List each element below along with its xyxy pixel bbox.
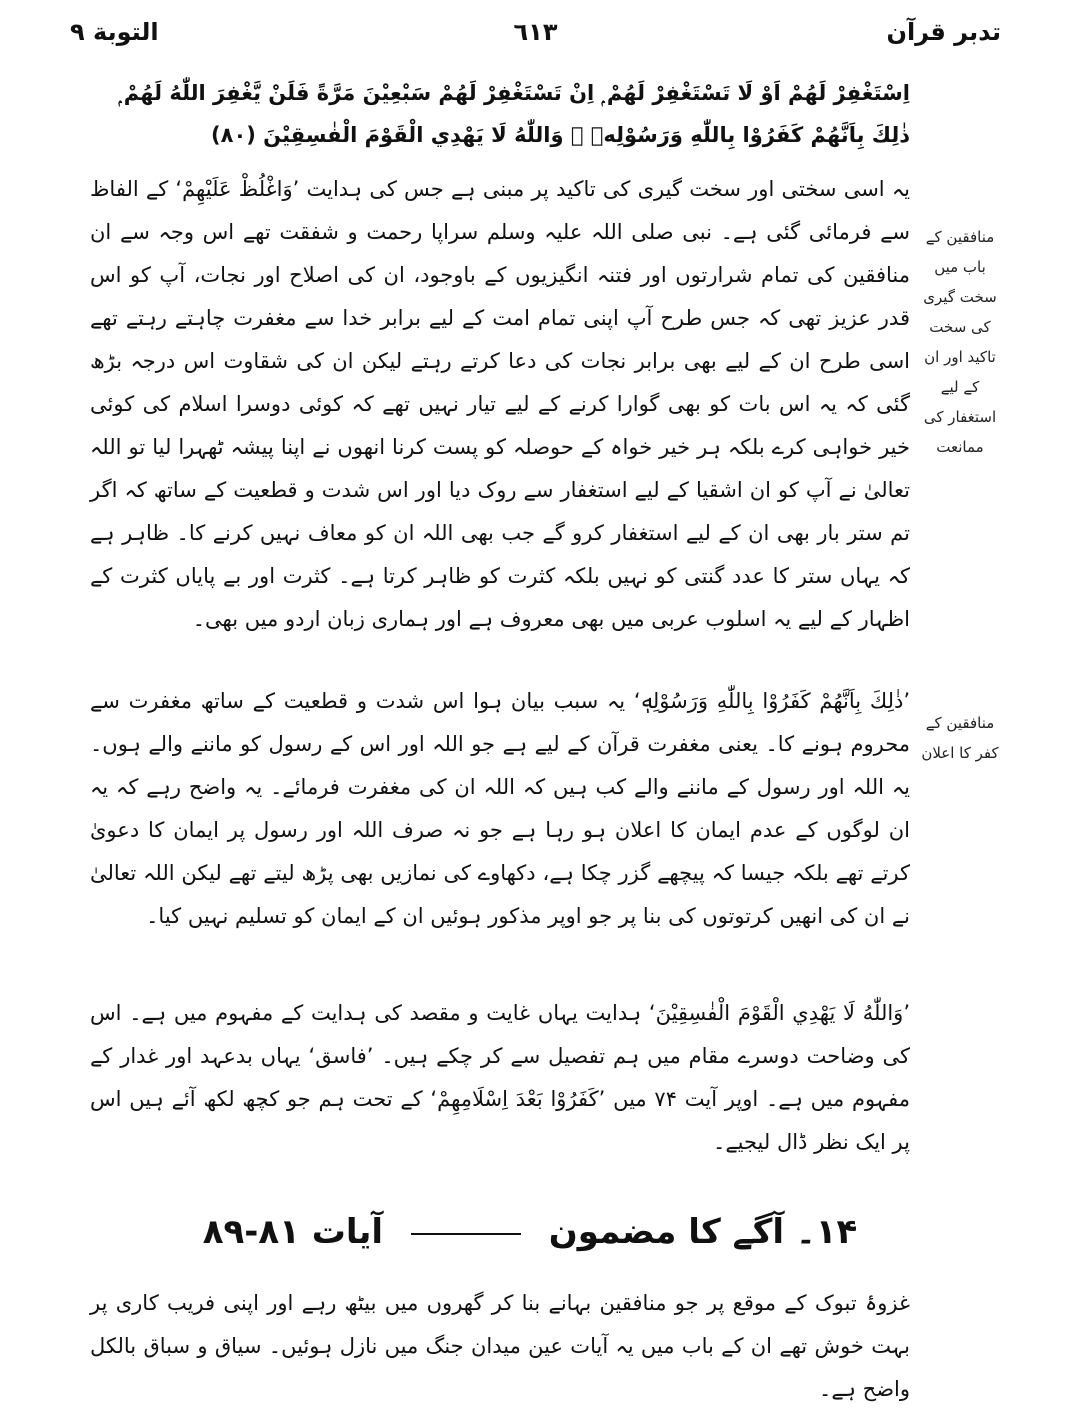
paragraph-2: ’ذٰلِكَ بِاَنَّهُمْ كَفَرُوْا بِاللّٰهِ وَرَسُوْلِهٖ‘ یہ سبب بیان ہوا اس شدت و قطعیت کے ساتھ مغفرت سے محروم ہونے کا۔ یعنی مغفرت قرآن کے لیے ہے جو اللہ اور اس کے رسول کو ماننے والے ہوں۔ یہ اللہ اور رسول کے ماننے والے کب ہیں کہ اللہ ان کی مغفرت فرمائے۔ یہ واضح رہے کہ یہ ان لوگوں کے عدم ایمان کا اعلان ہو رہا ہے جو نہ صرف اللہ اور رسول پر ایمان کا دعویٰ کرتے تھے بلکہ جیسا کہ پیچھے گزر چکا ہے، دکھاوے کی نمازیں بھی پڑھ لیتے تھے لیکن اللہ تعالیٰ نے ان کی انھیں کرتوتوں کی بنا پر جو اوپر مذکور ہوئیں ان کے ایمان کو تسلیم نہیں کیا۔ — [90, 689, 910, 928]
margin-note-2: منافقین کے کفر کا اعلان — [921, 714, 999, 762]
commentary-block-2 — [90, 680, 910, 944]
section-title: ۱۴۔ آگے کا مضمون — [548, 1212, 858, 1252]
verse-line-1: اِسْتَغْفِرْ لَهُمْ اَوْ لَا تَسْتَغْفِرْ لَهُمْ ۭ اِنْ تَسْتَغْفِرْ لَهُمْ سَبْعِيْنَ مَرَّةً فَلَنْ يَّغْفِرَ اللّٰهُ لَهُمْ ۭ — [118, 81, 910, 105]
section-heading — [200, 1206, 860, 1258]
heading-dash — [411, 1233, 521, 1235]
page-header — [70, 12, 1001, 52]
verse-line-2: ذٰلِكَ بِاَنَّهُمْ كَفَرُوْا بِاللّٰهِ وَرَسُوْلِهٖ ۭ وَاللّٰهُ لَا يَهْدِي الْقَوْمَ الْفٰسِقِيْنَ (۸۰) — [211, 123, 910, 147]
commentary-block-3 — [90, 992, 910, 1170]
paragraph-1: یہ اسی سختی اور سخت گیری کی تاکید پر مبنی ہے جس کی ہدایت ’وَاغْلُظْ عَلَيْهِمْ‘ کے الفاظ سے فرمائی گئی ہے۔ نبی صلی اللہ علیہ وسلم سراپا رحمت و شفقت تھے اس وجہ سے ان منافقین کی تمام شرارتوں اور فتنہ انگیزیوں کے باوجود، ان کی اصلاح اور نجات، آپ کو اس قدر عزیز تھی کہ جس طرح آپ اپنی تمام امت کے لیے برابر خدا سے مغفرت چاہتے رہتے تھے اسی طرح ان کے لیے بھی برابر نجات کی دعا کرتے رہتے لیکن ان کی شقاوت اس درجہ بڑھ گئی کہ یہ اس بات کو بھی گوارا کرنے کے لیے تیار نہیں تھے کہ کوئی دوسرا اسلام کی کوئی خیر خواہی کرے بلکہ ہر خیر خواہ کے حوصلہ کو پست کرنا انھوں نے اپنا پیشہ ٹھہرا لیا تو اللہ تعالیٰ نے آپ کو ان اشقیا کے لیے استغفار سے روک دیا اور اس شدت و قطعیت کے ساتھ کہ اگر تم ستر بار بھی ان کے لیے استغفار کرو گے جب بھی اللہ ان کو معاف نہیں کرنے کا۔ ظاہر ہے کہ یہاں ستر کا عدد گنتی کو نہیں بلکہ کثرت کو ظاہر کرتا ہے۔ کثرت اور بے پایاں کثرت کے اظہار کے لیے یہ اسلوب عربی میں بھی معروف ہے اور ہماری زبان اردو میں بھی۔ — [90, 177, 910, 631]
surah-label: التوبة ٩ — [70, 18, 159, 46]
paragraph-3: ’وَاللّٰهُ لَا يَهْدِي الْقَوْمَ الْفٰسِقِيْنَ‘ ہدایت یہاں غایت و مقصد کی ہدایت کے مفہوم میں ہے۔ اس کی وضاحت دوسرے مقام میں ہم تفصیل سے کر چکے ہیں۔ ’فاسق‘ یہاں بدعہد اور غدار کے مفہوم میں ہے۔ اوپر آیت ۷۴ میں ’كَفَرُوْا بَعْدَ اِسْلَامِهِمْ‘ کے تحت ہم جو کچھ لکھ آئے ہیں اس پر ایک نظر ڈال لیجیے۔ — [90, 1001, 910, 1154]
book-title: تدبر قرآن — [886, 18, 1001, 46]
commentary-block-1 — [90, 168, 910, 647]
page-number: ٦١٣ — [513, 18, 558, 46]
quran-verse-block — [90, 72, 910, 156]
ayat-range: آیات ۸۱-۸۹ — [202, 1212, 384, 1252]
margin-note-1: منافقین کے باب میں سخت گیری کی سخت تاکید اور ان کے لیے استغفار کی ممانعت — [923, 228, 997, 456]
intro-block — [90, 1282, 910, 1417]
intro-paragraph: غزوۂ تبوک کے موقع پر جو منافقین بہانے بنا کر گھروں میں بیٹھ رہے اور اپنی فریب کاری پر بہت خوش تھے ان کے باب میں یہ آیات عین میدان جنگ میں نازل ہوئیں۔ سیاق و سباق بالکل واضح ہے۔ — [90, 1291, 910, 1401]
